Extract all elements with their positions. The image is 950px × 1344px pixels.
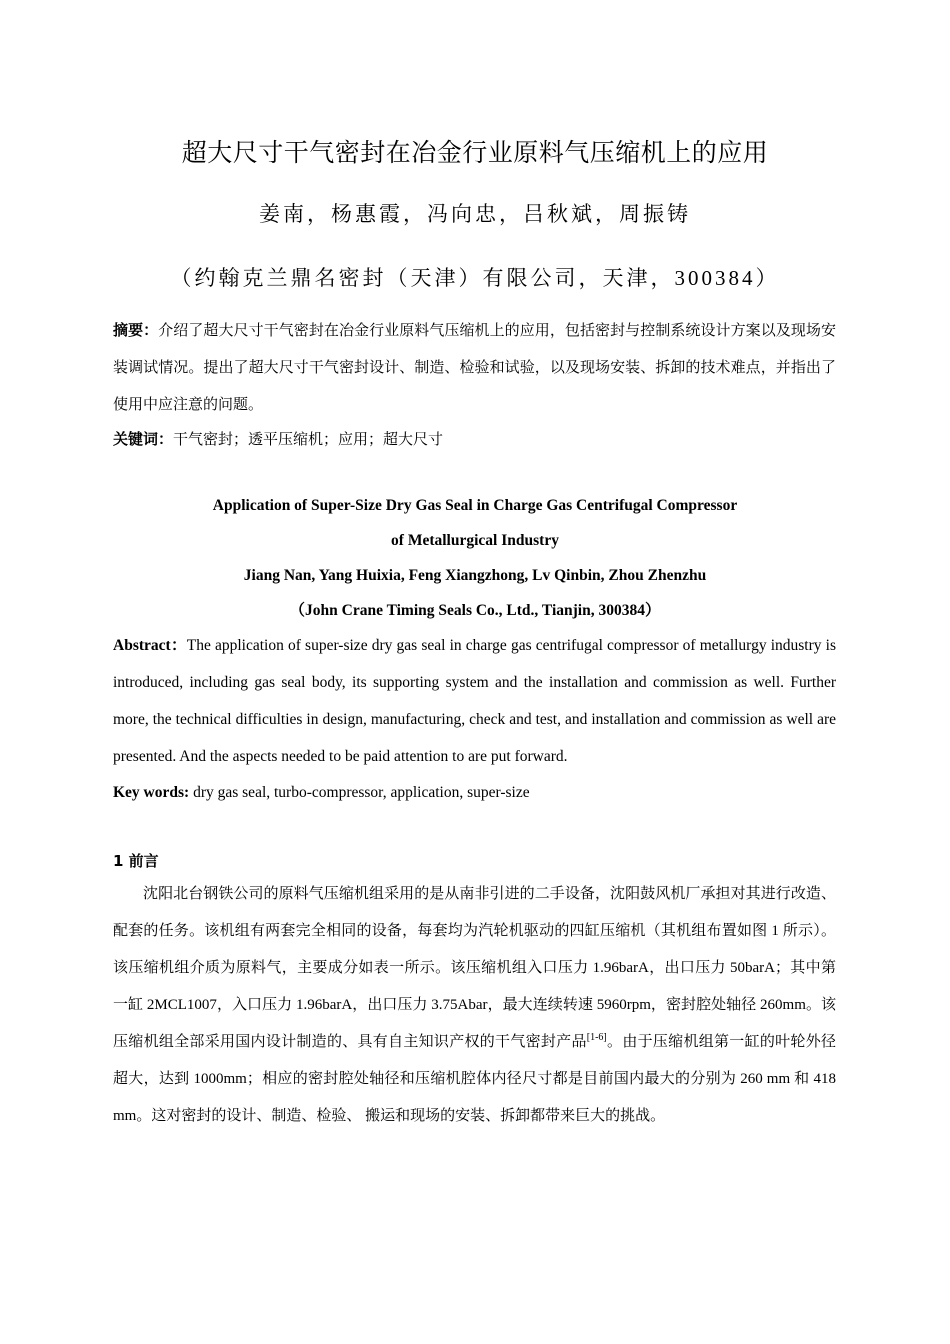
affiliation-cn: （约翰克兰鼎名密封（天津）有限公司，天津，300384）: [170, 266, 780, 290]
paper-title-en: [0, 488, 950, 628]
abstract-en-label: Abstract：: [113, 637, 187, 654]
authors-en: Jiang Nan, Yang Huixia, Feng Xiangzhong, Lv Qinbin, Zhou Zhenzhu: [243, 567, 707, 584]
affiliation-en: （John Crane Timing Seals Co., Ltd., Tianjin, 300384）: [289, 602, 661, 619]
abstract-cn-label: 摘要：: [113, 321, 159, 339]
abstract-cn: [113, 312, 836, 424]
title-en-line2: of Metallurgical Industry: [391, 532, 559, 549]
paper-title-cn: 超大尺寸干气密封在冶金行业原料气压缩机上的应用: [181, 138, 769, 167]
authors-cn: 姜南，杨惠霞，冯向忠，吕秋斌，周振铸: [259, 202, 691, 226]
keywords-en-label: Key words:: [113, 784, 190, 801]
keywords-cn-label: 关键词：: [113, 430, 174, 448]
keywords-cn: [113, 421, 836, 459]
section-1-text-part1: 沈阳北台钢铁公司的原料气压缩机组采用的是从南非引进的二手设备，沈阳鼓风机厂承担对其进行改造、配套的任务。该机组有两套完全相同的设备，每套均为汽轮机驱动的四缸压缩机（其机组布置如图 1 所示）。该压缩机组介质为原料气，主要成分如表一所示。该压缩机组入口压力 1.96barA，出口压力 50barA；其中第一缸 2MCL1007，入口压力 1.96barA，出口压力 3.75Abar，最大连续转速 5960rpm，密封腔处轴径 260mm。该压缩机组全部采用国内设计制造的、具有自主知识产权的干气密封产品: [113, 886, 836, 1050]
abstract-en-text: The application of super-size dry gas seal in charge gas centrifugal compressor of metallurgy industry is introduced, including gas seal body, its supporting system and the installation and commission as well. Further more, the technical difficulties in design, manufacturing, check and test, and installation and commission as well are presented. And the aspects needed to be paid attention to are put forward.: [113, 637, 837, 765]
title-en-line1: Application of Super-Size Dry Gas Seal in Charge Gas Centrifugal Compressor: [212, 497, 738, 514]
keywords-en-text: dry gas seal, turbo-compressor, application, super-size: [189, 784, 530, 801]
section-1-text-part2: 。由于压缩机组第一缸的叶轮外径超大，达到 1000mm；相应的密封腔处轴径和压缩机腔体内径尺寸都是目前国内最大的分别为 260 mm 和 418 mm。这对密封的设计、制造、检验、 搬运和现场的安装、拆卸都带来巨大的挑战。: [113, 1034, 836, 1124]
citation-ref: [1-6]: [586, 1032, 607, 1043]
section-1-paragraph: [113, 876, 836, 1135]
keywords-en: [113, 774, 836, 811]
abstract-cn-text: 介绍了超大尺寸干气密封在冶金行业原料气压缩机上的应用，包括密封与控制系统设计方案以及现场安装调试情况。提出了超大尺寸干气密封设计、制造、检验和试验，以及现场安装、拆卸的技术难点，并指出了使用中应注意的问题。: [113, 323, 836, 413]
section-1-heading: 1 前言: [113, 852, 159, 870]
abstract-en: [113, 627, 836, 775]
keywords-cn-text: 干气密封；透平压缩机；应用；超大尺寸: [173, 432, 444, 448]
